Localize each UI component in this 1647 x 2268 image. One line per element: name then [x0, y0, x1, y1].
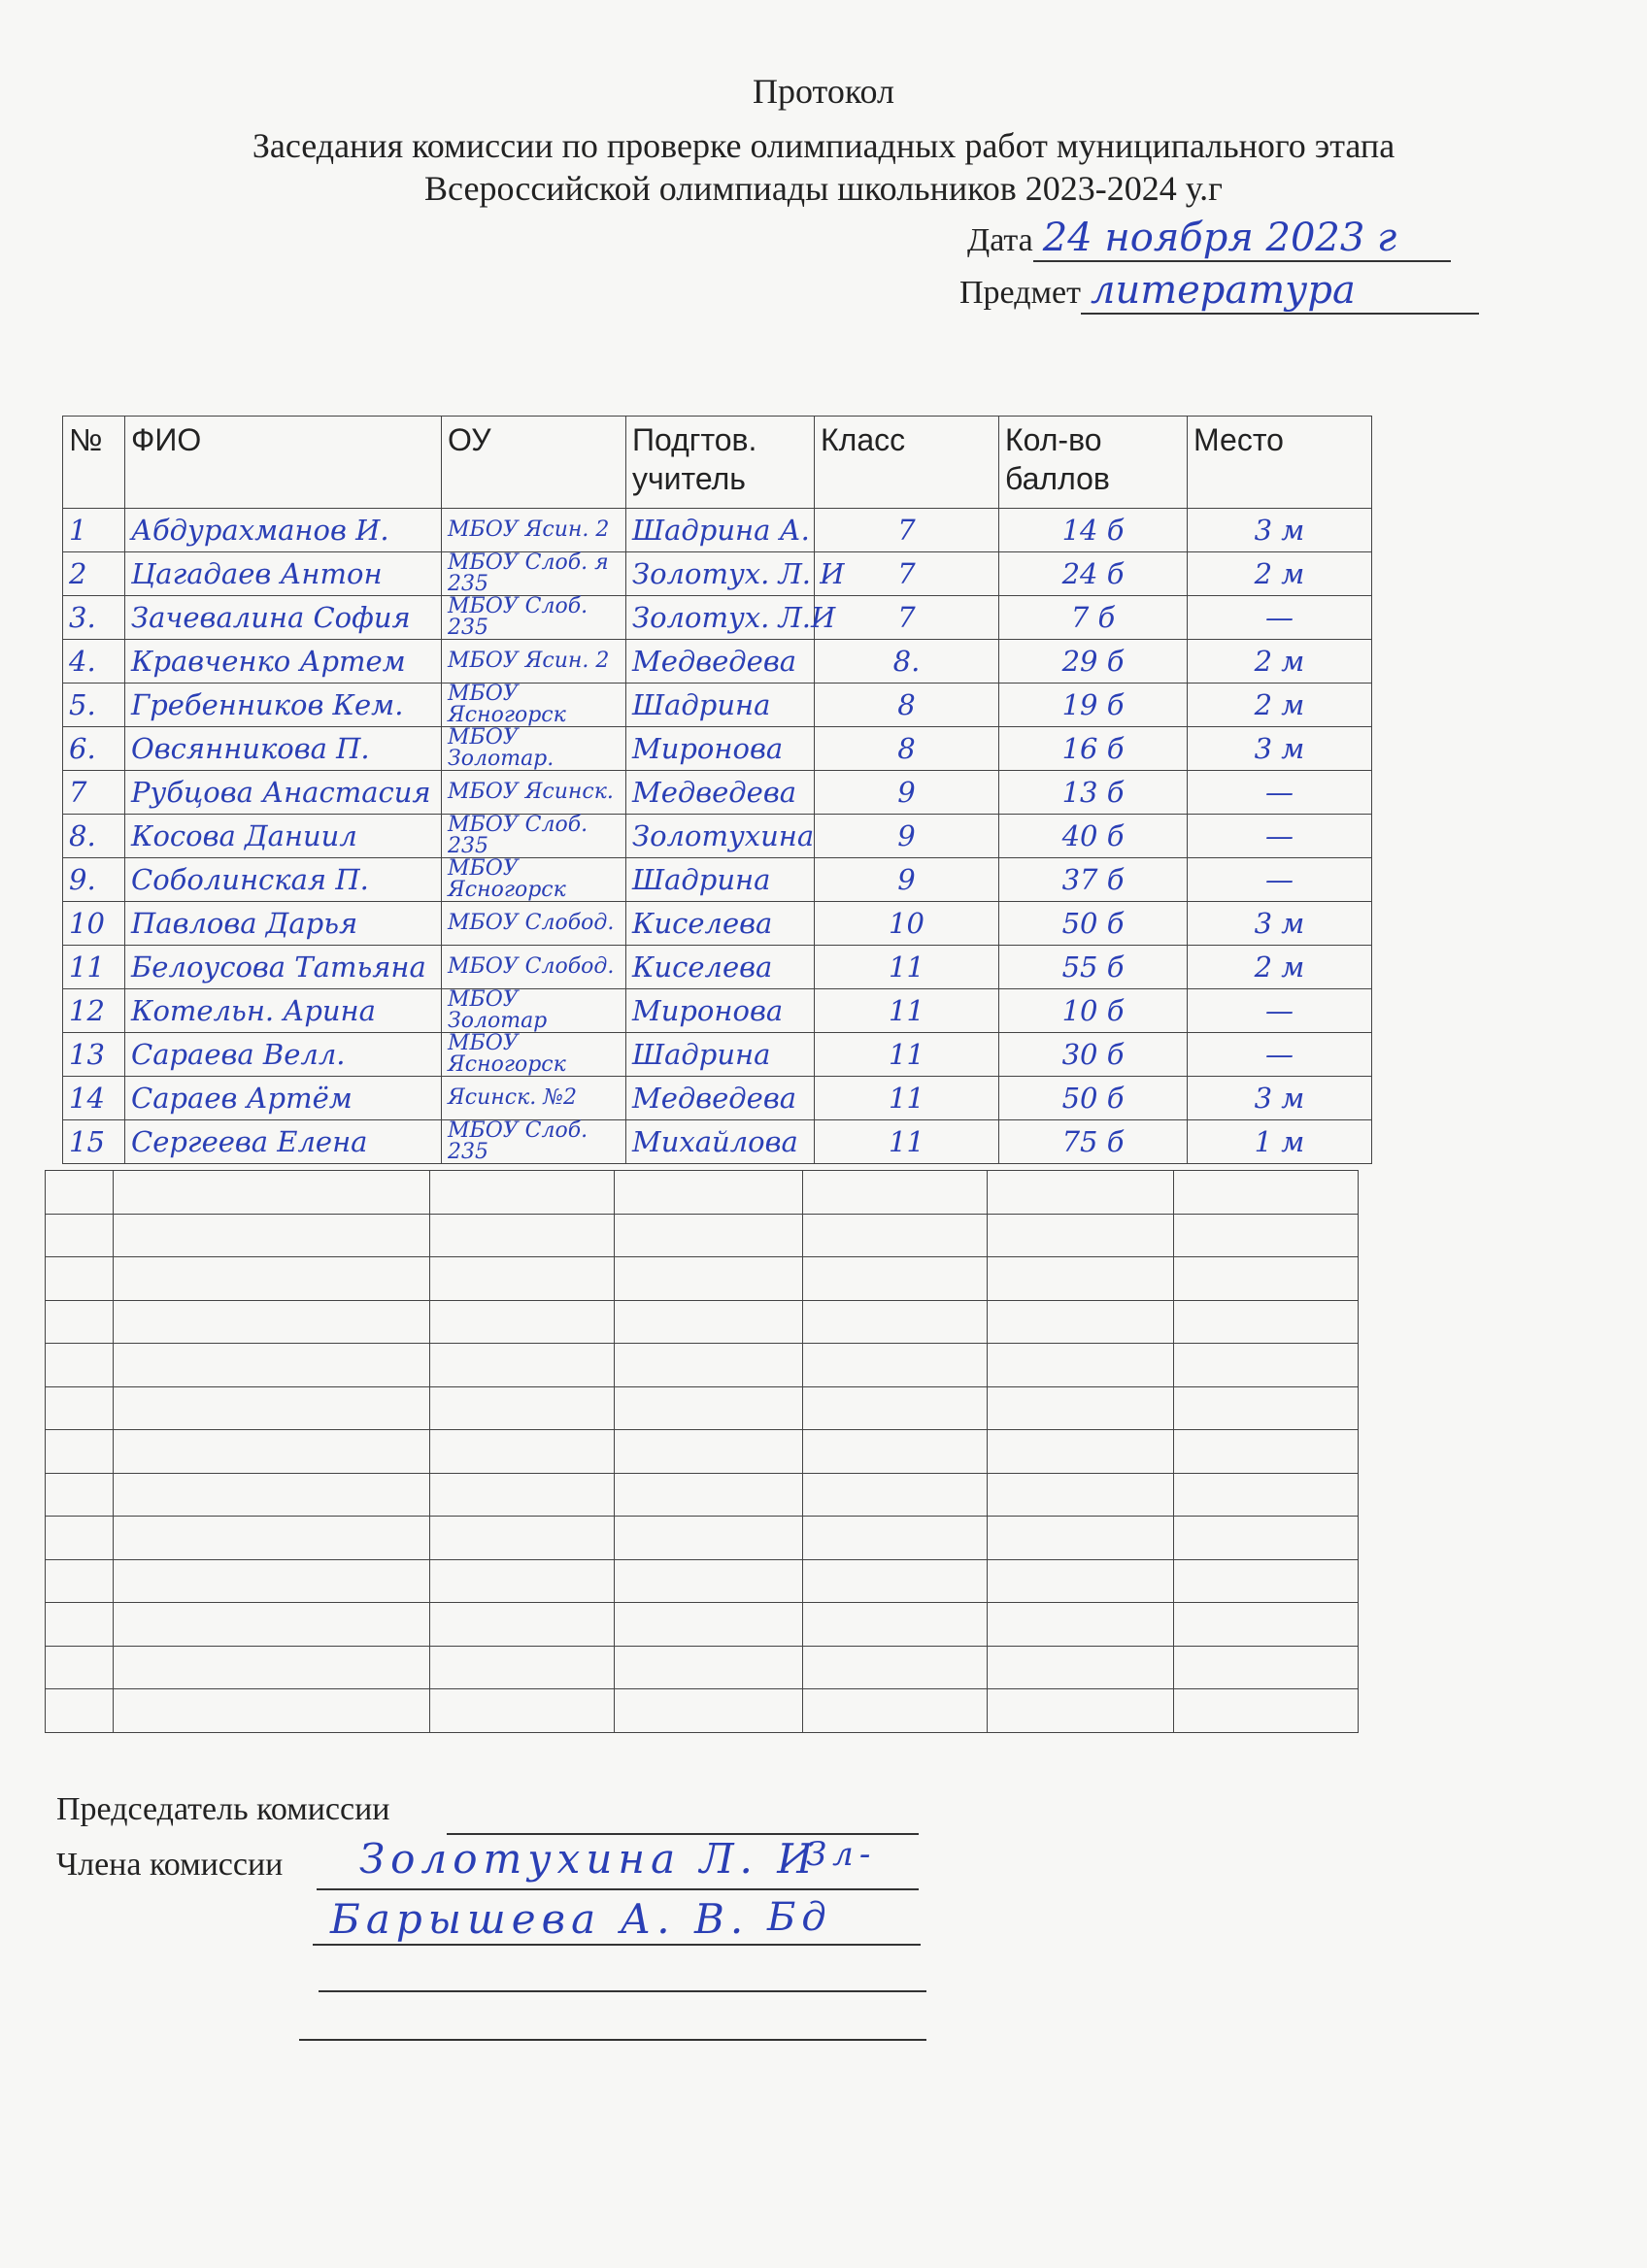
score: 50 б: [999, 902, 1188, 946]
school-name: МБОУ Слоб. 235: [442, 596, 626, 640]
grade: 8: [815, 684, 999, 727]
empty-cell: [615, 1386, 803, 1430]
row-number: 4.: [63, 640, 125, 684]
row-number: 14: [63, 1077, 125, 1120]
score: 24 б: [999, 552, 1188, 596]
empty-cell: [988, 1386, 1174, 1430]
empty-table-row: [46, 1559, 1359, 1603]
row-number: 6.: [63, 727, 125, 771]
row-number: 3.: [63, 596, 125, 640]
empty-table-row: [46, 1517, 1359, 1560]
empty-cell: [803, 1344, 988, 1387]
table-row: [63, 902, 1372, 946]
place: —: [1188, 596, 1372, 640]
grade: 8.: [815, 640, 999, 684]
grade: 11: [815, 1077, 999, 1120]
chair-label: Председатель комиссии: [56, 1791, 390, 1827]
place: 1 м: [1188, 1120, 1372, 1164]
empty-cell: [46, 1344, 114, 1387]
place: 3 м: [1188, 509, 1372, 552]
empty-cell: [114, 1646, 430, 1689]
empty-cell: [803, 1603, 988, 1647]
row-number: 13: [63, 1033, 125, 1077]
empty-cell: [1174, 1344, 1359, 1387]
empty-cell: [988, 1646, 1174, 1689]
table-row: [63, 552, 1372, 596]
score: 13 б: [999, 771, 1188, 815]
empty-cell: [46, 1214, 114, 1257]
empty-cell: [988, 1689, 1174, 1733]
empty-cell: [114, 1689, 430, 1733]
student-name: Цагадаев Антон: [125, 552, 442, 596]
empty-cell: [988, 1430, 1174, 1474]
empty-cell: [988, 1473, 1174, 1517]
empty-cell: [615, 1300, 803, 1344]
empty-cell: [1174, 1386, 1359, 1430]
empty-cell: [114, 1386, 430, 1430]
table-row: [63, 771, 1372, 815]
teacher-name: Миронова: [626, 727, 815, 771]
members-label: Члена комиссии: [56, 1847, 284, 1883]
empty-cell: [615, 1603, 803, 1647]
empty-cell: [615, 1689, 803, 1733]
table-row: [63, 815, 1372, 858]
empty-cell: [615, 1171, 803, 1215]
student-name: Сараева Велл.: [125, 1033, 442, 1077]
grade: 7: [815, 552, 999, 596]
empty-cell: [1174, 1300, 1359, 1344]
member-1-name: Золотухина Л. И: [359, 1835, 819, 1883]
empty-cell: [430, 1300, 615, 1344]
grade: 11: [815, 1120, 999, 1164]
empty-cell: [114, 1300, 430, 1344]
member-signature-line-3: [319, 1990, 926, 1992]
student-name: Котельн. Арина: [125, 989, 442, 1033]
empty-cell: [615, 1646, 803, 1689]
grade: 9: [815, 771, 999, 815]
teacher-name: Медведева: [626, 640, 815, 684]
student-name: Соболинская П.: [125, 858, 442, 902]
empty-cell: [988, 1257, 1174, 1301]
empty-cell: [1174, 1559, 1359, 1603]
score: 14 б: [999, 509, 1188, 552]
teacher-name: Михайлова: [626, 1120, 815, 1164]
teacher-name: Киселева: [626, 902, 815, 946]
empty-cell: [615, 1344, 803, 1387]
empty-cell: [1174, 1603, 1359, 1647]
empty-cell: [988, 1344, 1174, 1387]
empty-table-row: [46, 1473, 1359, 1517]
empty-cell: [46, 1430, 114, 1474]
row-number: 10: [63, 902, 125, 946]
col-header-grade: Класс: [815, 417, 999, 509]
row-number: 2: [63, 552, 125, 596]
teacher-name: Шадрина: [626, 1033, 815, 1077]
table-row: [63, 596, 1372, 640]
teacher-name: Золотух. Л.И: [626, 596, 815, 640]
empty-cell: [46, 1646, 114, 1689]
place: —: [1188, 815, 1372, 858]
empty-cell: [1174, 1430, 1359, 1474]
score: 29 б: [999, 640, 1188, 684]
empty-table-row: [46, 1603, 1359, 1647]
teacher-name: Миронова: [626, 989, 815, 1033]
empty-cell: [988, 1559, 1174, 1603]
empty-cell: [1174, 1473, 1359, 1517]
empty-cell: [114, 1559, 430, 1603]
table-row: [63, 684, 1372, 727]
grade: 11: [815, 989, 999, 1033]
member-signature-line-2: [313, 1944, 921, 1946]
school-name: Ясинск. №2: [442, 1077, 626, 1120]
empty-cell: [114, 1344, 430, 1387]
empty-cell: [430, 1646, 615, 1689]
empty-cell: [1174, 1214, 1359, 1257]
empty-cell: [803, 1430, 988, 1474]
empty-cell: [988, 1214, 1174, 1257]
place: —: [1188, 858, 1372, 902]
grade: 9: [815, 815, 999, 858]
place: 2 м: [1188, 684, 1372, 727]
empty-cell: [430, 1689, 615, 1733]
teacher-name: Шадрина А.: [626, 509, 815, 552]
date-row: [967, 216, 1451, 262]
teacher-name: Золотухина: [626, 815, 815, 858]
empty-cell: [430, 1344, 615, 1387]
place: —: [1188, 989, 1372, 1033]
table-row: [63, 946, 1372, 989]
title-line-2: Всероссийской олимпиады школьников 2023-2024 у.г: [424, 169, 1223, 208]
empty-cell: [46, 1473, 114, 1517]
title-line-1: Заседания комиссии по проверке олимпиадных работ муниципального этапа: [252, 126, 1395, 165]
empty-table-row: [46, 1646, 1359, 1689]
empty-cell: [46, 1603, 114, 1647]
school-name: МБОУ Ясногорск: [442, 858, 626, 902]
teacher-name: Киселева: [626, 946, 815, 989]
school-name: МБОУ Слоб. 235: [442, 815, 626, 858]
teacher-name: Шадрина: [626, 858, 815, 902]
teacher-name: Золотух. Л. И: [626, 552, 815, 596]
student-name: Косова Даниил: [125, 815, 442, 858]
empty-table-row: [46, 1344, 1359, 1387]
empty-cell: [114, 1603, 430, 1647]
member-2-name: Барышева А. В.: [330, 1895, 750, 1943]
empty-cell: [803, 1300, 988, 1344]
empty-table-row: [46, 1430, 1359, 1474]
empty-cell: [46, 1300, 114, 1344]
empty-cell: [615, 1430, 803, 1474]
score: 19 б: [999, 684, 1188, 727]
empty-cell: [46, 1559, 114, 1603]
table-row: [63, 1077, 1372, 1120]
empty-table-row: [46, 1386, 1359, 1430]
score: 50 б: [999, 1077, 1188, 1120]
table-row: [63, 509, 1372, 552]
teacher-name: Медведева: [626, 771, 815, 815]
place: 2 м: [1188, 946, 1372, 989]
empty-cell: [430, 1257, 615, 1301]
student-name: Кравченко Артем: [125, 640, 442, 684]
student-name: Белоусова Татьяна: [125, 946, 442, 989]
empty-cell: [430, 1559, 615, 1603]
empty-cell: [615, 1257, 803, 1301]
empty-rows-table: [45, 1170, 1359, 1733]
grade: 7: [815, 596, 999, 640]
col-header-number: №: [63, 417, 125, 509]
empty-cell: [803, 1646, 988, 1689]
school-name: МБОУ Ясногорск: [442, 1033, 626, 1077]
score: 55 б: [999, 946, 1188, 989]
row-number: 15: [63, 1120, 125, 1164]
empty-cell: [46, 1171, 114, 1215]
row-number: 5.: [63, 684, 125, 727]
score: 30 б: [999, 1033, 1188, 1077]
place: 2 м: [1188, 640, 1372, 684]
empty-cell: [114, 1517, 430, 1560]
school-name: МБОУ Ясин. 2: [442, 640, 626, 684]
empty-cell: [430, 1517, 615, 1560]
table-row: [63, 727, 1372, 771]
school-name: МБОУ Слоб. 235: [442, 1120, 626, 1164]
empty-cell: [114, 1473, 430, 1517]
empty-table-row: [46, 1689, 1359, 1733]
empty-cell: [803, 1214, 988, 1257]
student-name: Павлова Дарья: [125, 902, 442, 946]
school-name: МБОУ Золотар: [442, 989, 626, 1033]
col-header-place: Место: [1188, 417, 1372, 509]
col-header-teacher: Подгтов. учитель: [626, 417, 815, 509]
subject-row: [959, 268, 1479, 315]
table-row: [63, 989, 1372, 1033]
empty-table-row: [46, 1171, 1359, 1215]
empty-cell: [988, 1603, 1174, 1647]
empty-table-row: [46, 1300, 1359, 1344]
score: 7 б: [999, 596, 1188, 640]
student-name: Овсянникова П.: [125, 727, 442, 771]
empty-cell: [1174, 1517, 1359, 1560]
score: 10 б: [999, 989, 1188, 1033]
empty-cell: [1174, 1646, 1359, 1689]
document-title: Протокол: [753, 72, 894, 111]
empty-cell: [803, 1171, 988, 1215]
empty-cell: [803, 1517, 988, 1560]
student-name: Гребенников Кем.: [125, 684, 442, 727]
empty-table-row: [46, 1214, 1359, 1257]
empty-cell: [114, 1430, 430, 1474]
student-name: Сергеева Елена: [125, 1120, 442, 1164]
table-row: [63, 858, 1372, 902]
table-row: [63, 1033, 1372, 1077]
student-name: Зачевалина София: [125, 596, 442, 640]
empty-cell: [430, 1171, 615, 1215]
empty-cell: [114, 1214, 430, 1257]
grade: 7: [815, 509, 999, 552]
place: 2 м: [1188, 552, 1372, 596]
empty-cell: [46, 1257, 114, 1301]
grade: 11: [815, 946, 999, 989]
empty-cell: [803, 1689, 988, 1733]
subject-label: Предмет: [959, 275, 1081, 311]
student-name: Рубцова Анастасия: [125, 771, 442, 815]
empty-table-row: [46, 1257, 1359, 1301]
subject-value: литература: [1081, 268, 1479, 315]
school-name: МБОУ Ясногорск: [442, 684, 626, 727]
empty-cell: [988, 1300, 1174, 1344]
col-header-school: ОУ: [442, 417, 626, 509]
empty-cell: [114, 1257, 430, 1301]
score: 75 б: [999, 1120, 1188, 1164]
empty-cell: [1174, 1689, 1359, 1733]
empty-cell: [988, 1171, 1174, 1215]
empty-cell: [1174, 1257, 1359, 1301]
empty-cell: [46, 1689, 114, 1733]
school-name: МБОУ Слобод.: [442, 946, 626, 989]
row-number: 7: [63, 771, 125, 815]
row-number: 11: [63, 946, 125, 989]
col-header-name: ФИО: [125, 417, 442, 509]
school-name: МБОУ Золотар.: [442, 727, 626, 771]
member-1-signature: Зл-: [806, 1835, 877, 1874]
date-value: 24 ноября 2023 г: [1033, 216, 1451, 262]
place: 3 м: [1188, 727, 1372, 771]
empty-cell: [615, 1559, 803, 1603]
row-number: 8.: [63, 815, 125, 858]
score: 37 б: [999, 858, 1188, 902]
empty-cell: [430, 1603, 615, 1647]
member-signature-line-4: [299, 2039, 926, 2041]
place: —: [1188, 1033, 1372, 1077]
empty-cell: [988, 1517, 1174, 1560]
school-name: МБОУ Ясинск.: [442, 771, 626, 815]
empty-cell: [46, 1386, 114, 1430]
teacher-name: Медведева: [626, 1077, 815, 1120]
empty-cell: [1174, 1171, 1359, 1215]
grade: 10: [815, 902, 999, 946]
school-name: МБОУ Слобод.: [442, 902, 626, 946]
empty-cell: [430, 1214, 615, 1257]
table-row: [63, 1120, 1372, 1164]
results-table: [62, 416, 1372, 1164]
date-label: Дата: [967, 222, 1033, 258]
empty-cell: [430, 1386, 615, 1430]
grade: 11: [815, 1033, 999, 1077]
score: 16 б: [999, 727, 1188, 771]
empty-cell: [46, 1517, 114, 1560]
score: 40 б: [999, 815, 1188, 858]
empty-cell: [615, 1473, 803, 1517]
empty-cell: [803, 1257, 988, 1301]
row-number: 9.: [63, 858, 125, 902]
col-header-score: Кол-во баллов: [999, 417, 1188, 509]
place: —: [1188, 771, 1372, 815]
empty-cell: [803, 1559, 988, 1603]
place: 3 м: [1188, 902, 1372, 946]
empty-cell: [114, 1171, 430, 1215]
member-signature-line-1: [317, 1888, 919, 1890]
row-number: 12: [63, 989, 125, 1033]
grade: 8: [815, 727, 999, 771]
row-number: 1: [63, 509, 125, 552]
student-name: Абдурахманов И.: [125, 509, 442, 552]
table-header-row: [63, 417, 1372, 509]
place: 3 м: [1188, 1077, 1372, 1120]
empty-cell: [615, 1517, 803, 1560]
grade: 9: [815, 858, 999, 902]
table-row: [63, 640, 1372, 684]
school-name: МБОУ Ясин. 2: [442, 509, 626, 552]
teacher-name: Шадрина: [626, 684, 815, 727]
empty-cell: [615, 1214, 803, 1257]
student-name: Сараев Артём: [125, 1077, 442, 1120]
empty-cell: [430, 1473, 615, 1517]
school-name: МБОУ Слоб. я 235: [442, 552, 626, 596]
member-2-signature: Бд: [767, 1895, 832, 1940]
empty-cell: [803, 1473, 988, 1517]
empty-cell: [803, 1386, 988, 1430]
empty-cell: [430, 1430, 615, 1474]
